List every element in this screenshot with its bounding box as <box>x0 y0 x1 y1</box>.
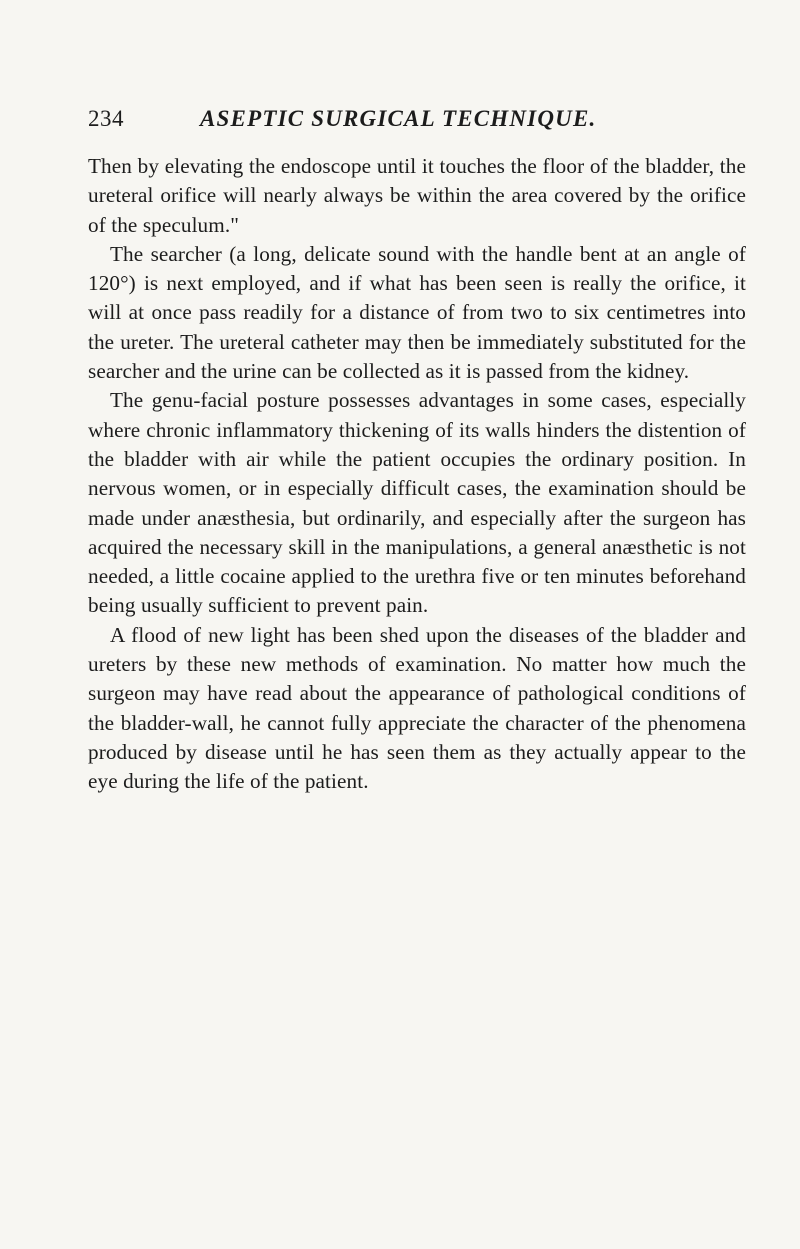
running-head <box>88 104 748 134</box>
body-text <box>88 152 746 797</box>
paragraph-new-light: A flood of new light has been shed upon the diseases of the bladder and ureters by these new methods of examination. No matter how much the surgeon may have read about the appearance of pathological conditions of the bladder-wall, he cannot fully appreciate the character of the phenomena produced by disease until he has seen them as they actually appear to the eye during the life of the patient. <box>88 622 746 794</box>
paragraph-genu-facial-posture: The genu-facial posture possesses advantages in some cases, especially where chronic inflammatory thickening of its walls hinders the distention of the bladder with air while the patient occupies the ordinary position. In nervous women, or in especially difficult cases, the examination should be made under anæsthesia, but ordinarily, and especially after the surgeon has acquired the necessary skill in the manipulations, a general anæsthetic is not needed, a little cocaine applied to the urethra five or ten minutes beforehand being usually sufficient to prevent pain. <box>88 388 746 618</box>
paragraph-endoscope: Then by elevating the endoscope until it touches the floor of the bladder, the ureteral orifice will nearly always be within the area covered by the orifice of the speculum." <box>88 154 746 237</box>
running-title: ASEPTIC SURGICAL TECHNIQUE. <box>200 106 597 131</box>
paragraph-searcher: The searcher (a long, delicate sound with the handle bent at an angle of 120°) is next employed, and if what has been seen is really the orifice, it will at once pass readily for a distance of from two to six centimetres into the ureter. The ureteral catheter may then be immediately substituted for the searcher and the urine can be collected as it is passed from the kidney. <box>88 241 746 384</box>
page-number: 234 <box>88 106 124 131</box>
